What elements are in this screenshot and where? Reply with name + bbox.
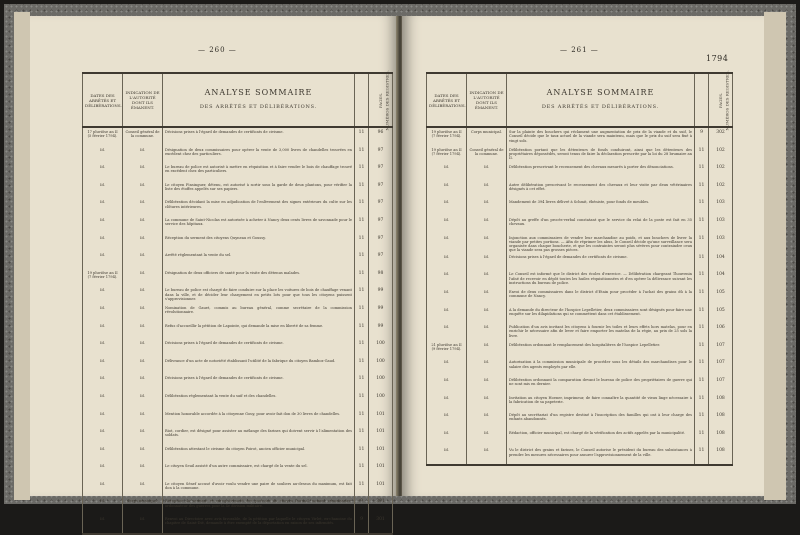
row-date: 17 pluviôse an II (5 février 1794). <box>83 127 123 146</box>
row-summary: Délibération prescrivant le recensement des chevaux mesurés à porter des dénonciations. <box>507 163 695 181</box>
analyse-title: ANALYSE SOMMAIRE <box>546 88 655 97</box>
row-authority: Id. <box>123 251 163 269</box>
row-date: Id. <box>427 253 467 271</box>
row-page-number: 107 <box>709 341 733 359</box>
row-authority: Corps municipal. <box>467 127 507 146</box>
row-date: Id. <box>427 411 467 429</box>
row-register-number: 11 <box>355 374 369 392</box>
table-row <box>427 376 733 394</box>
table-row <box>83 181 393 199</box>
row-summary: Le citoyen Finsinguer, détenu, est autorisé à sortir sous la garde de deux plantons, pour vérifier la liste des étoffes appelés sur ses papiers. <box>163 181 355 199</box>
row-summary: Sur la plainte des bouchers qui réclament une augmentation de prix de la viande et du suif, le Conseil décide que le taux actuel de la viande sera maintenu, mais que le prix du suif sera fixé à vingt sols. <box>507 127 695 146</box>
row-register-number: 11 <box>695 234 709 253</box>
row-register-number: 11 <box>695 429 709 447</box>
table-row <box>427 411 733 429</box>
row-date: Id. <box>83 322 123 340</box>
row-register-number: 11 <box>355 269 369 287</box>
row-page-number: 101 <box>369 410 393 428</box>
row-summary: Mention honorable accordée à la citoyenne Gouy, pour avoir fait don de 30 livres de chandelles. <box>163 410 355 428</box>
row-page-number: 96 <box>369 127 393 146</box>
row-page-number: 301 <box>369 515 393 534</box>
table-row <box>427 270 733 288</box>
column-header-numeros: NUMÉROS DES REGISTRES. <box>695 73 709 127</box>
row-summary: Décisions prises à l'égard de demandes de certificats de civisme. <box>163 339 355 357</box>
row-date: 19 pluviôse an II (7 février 1794). <box>427 127 467 146</box>
row-date: Id. <box>83 216 123 234</box>
row-register-number: 11 <box>355 480 369 498</box>
row-date: 19 pluviôse an II (7 février 1794). <box>427 146 467 164</box>
row-date: Id. <box>427 216 467 234</box>
table-row <box>427 198 733 216</box>
row-date: 21 pluviôse an II (9 février 1794). <box>427 341 467 359</box>
row-summary: Publication d'un avis invitant les citoyens à fournir les toiles et leurs effets hors matelas, pour en enrichir le nécessaire afin de lever et faire emporter les matelas de la régie, au prix de 25 sols la livre. <box>507 323 695 341</box>
row-summary: Décisions prises à l'égard de demandes de certificats de civisme. <box>507 253 695 271</box>
row-register-number: 11 <box>355 163 369 181</box>
row-authority: Id. <box>123 234 163 252</box>
table-row <box>83 322 393 340</box>
row-authority: Id. <box>123 410 163 428</box>
row-date: Id. <box>427 376 467 394</box>
year-label: 1794 <box>706 54 729 63</box>
row-authority: Id. <box>467 270 507 288</box>
row-date: Id. <box>83 198 123 216</box>
ledger-table <box>82 69 393 535</box>
row-summary: Délibération ordonnant la comparution devant le bureau de police des propriétaires de guerre qui ne sont mis en dernier. <box>507 376 695 394</box>
row-date: Id. <box>83 374 123 392</box>
table-row <box>427 288 733 306</box>
row-register-number: 11 <box>695 288 709 306</box>
table-row <box>83 339 393 357</box>
row-register-number: 11 <box>355 392 369 410</box>
row-page-number: 101 <box>369 427 393 445</box>
column-header-dates: DATES DES ARRÊTÉS ET DÉLIBÉRATIONS. <box>427 73 467 127</box>
column-header-authority: INDICATION DE L'AUTORITÉ DONT ILS ÉMANENT. <box>123 73 163 127</box>
row-page-number: 105 <box>709 288 733 306</box>
row-summary: Le Conseil est informé que le district des écoles d'exercice. — Délibération chargeant Thouvenin l'aîné de recevoir en dépôt toutes les huiles réquisitionnées et d'en opérer la délivrance suivant les instructions du bureau de police. <box>507 270 695 288</box>
analyse-subtitle: DES ARRÊTÉS ET DÉLIBÉRATIONS. <box>199 104 318 110</box>
row-authority: Id. <box>123 163 163 181</box>
row-page-number: 108 <box>709 446 733 465</box>
row-summary: Le citoyen Seuil assisté d'un autre commissaire, est chargé de la vente du sel. <box>163 462 355 480</box>
table-row <box>427 234 733 253</box>
table-header-row <box>83 73 393 127</box>
table-row <box>427 306 733 324</box>
row-summary: Autre délibération prescrivant le recensement des chevaux et leur visite par deux vétérinaires désignés à cet effet. <box>507 181 695 199</box>
row-summary: Délibération réglementant la vente du suif et des chandelles. <box>163 392 355 410</box>
row-authority: Id. <box>123 216 163 234</box>
table-row <box>83 392 393 410</box>
row-page-number: 97 <box>369 198 393 216</box>
row-authority: Id. <box>467 323 507 341</box>
row-page-number: 98 <box>369 269 393 287</box>
row-register-number: 11 <box>355 427 369 445</box>
row-authority: Id. <box>467 376 507 394</box>
row-authority: Id. <box>123 339 163 357</box>
row-date: Id. <box>83 515 123 534</box>
row-authority: Id. <box>467 341 507 359</box>
ledger-table <box>426 69 733 466</box>
row-summary: Refus d'accueillir la pétition de Lapointe, qui demande la mise en liberté de sa femme. <box>163 322 355 340</box>
row-summary: Injonction aux commissaires de vendre leur marchandise au poids, et aux bouchers de livrer la viande par petites portions. — Afin de réprimer les abus, le Conseil décide qu'une surveillance sera organisée dans chaque boucherie, et que les contraintes seront plus sévères pour contraindre ceux que la viande sera pas grosses pièces. <box>507 234 695 253</box>
row-summary: Le citoyen Sénef accusé d'avoir voulu vendre une paire de souliers au-dessus du maximum, est fait don à la commune. <box>163 480 355 498</box>
column-header-authority: INDICATION DE L'AUTORITÉ DONT ILS ÉMANENT. <box>467 73 507 127</box>
row-summary: Envoi de deux commissaires dans le district d'Etain pour procéder à l'achat des grains dû à la commune de Nancy. <box>507 288 695 306</box>
row-summary: Dépôt au greffe d'un procès-verbal constatant que le service du relai de la poste est fait en 35 chevaux. <box>507 216 695 234</box>
row-page-number: 97 <box>369 163 393 181</box>
row-register-number: 11 <box>355 445 369 463</box>
row-authority: Id. <box>467 234 507 253</box>
row-register-number: 11 <box>695 198 709 216</box>
row-page-number: 108 <box>709 429 733 447</box>
table-row <box>83 304 393 322</box>
row-register-number: 11 <box>355 216 369 234</box>
table-row <box>83 198 393 216</box>
table-row <box>83 462 393 480</box>
row-authority: Id. <box>467 411 507 429</box>
row-register-number: 11 <box>695 323 709 341</box>
row-page-number: 102 <box>709 163 733 181</box>
row-page-number: 105 <box>709 306 733 324</box>
row-date: Id. <box>427 446 467 465</box>
analyse-subtitle: DES ARRÊTÉS ET DÉLIBÉRATIONS. <box>541 104 660 110</box>
row-register-number: 11 <box>695 146 709 164</box>
row-register-number: 11 <box>355 234 369 252</box>
row-register-number: 11 <box>355 410 369 428</box>
row-date: Id. <box>83 445 123 463</box>
row-page-number: 102 <box>709 146 733 164</box>
row-register-number: 11 <box>355 357 369 375</box>
row-date: Id. <box>427 394 467 412</box>
row-summary: Mandement de 394 livres délivré à Schmit, ébéniste, pour fonds de meubles. <box>507 198 695 216</box>
row-date: 19 pluviôse an II (7 février 1794). <box>83 269 123 287</box>
row-register-number: 11 <box>355 322 369 340</box>
table-row <box>427 323 733 341</box>
row-authority: Corps municipal. <box>123 497 163 515</box>
row-register-number: 11 <box>355 198 369 216</box>
table-header-row <box>427 73 733 127</box>
row-summary: Décisions prises à l'égard de demandes de certificats de civisme. <box>163 127 355 146</box>
row-page-number: 108 <box>709 411 733 429</box>
table-row <box>83 427 393 445</box>
row-date: Id. <box>427 198 467 216</box>
row-date: Id. <box>427 323 467 341</box>
row-authority: Id. <box>467 358 507 376</box>
row-summary: Nomination de Gauet, commis au bureau général, comme secrétaire de la commission révolutionnaire. <box>163 304 355 322</box>
column-header-numeros: NUMÉROS DES REGISTRES. <box>355 73 369 127</box>
row-date: Id. <box>83 427 123 445</box>
row-register-number: 11 <box>695 446 709 465</box>
left-page <box>30 16 398 526</box>
row-page-number: 100 <box>369 374 393 392</box>
table-row <box>83 234 393 252</box>
row-summary: Désignation de deux officiers de santé pour la visite des détenus malades. <box>163 269 355 287</box>
row-summary: Décisions prises à l'égard de demandes de certificats de civisme. <box>163 374 355 392</box>
row-authority: Id. <box>467 429 507 447</box>
row-register-number: 9 <box>355 515 369 534</box>
row-page-number: 100 <box>369 392 393 410</box>
row-summary: A la demande du directeur de l'hospice Lepelletier, deux commissaires sont désignés pour faire une enquête sur les dilapidations qui se commettent dans cet établissement. <box>507 306 695 324</box>
row-summary: Riot, cordier, est désigné pour assister au mélange des farines qui doivent servir à l'alimentation des soldats. <box>163 427 355 445</box>
row-date: Id. <box>83 146 123 164</box>
row-page-number: 97 <box>369 146 393 164</box>
table-row <box>427 341 733 359</box>
row-page-number: 103 <box>709 198 733 216</box>
table-row <box>427 429 733 447</box>
row-page-number: 99 <box>369 304 393 322</box>
right-page <box>402 16 764 496</box>
row-page-number: 100 <box>369 357 393 375</box>
row-date: Id. <box>83 480 123 498</box>
row-date: Id. <box>83 181 123 199</box>
row-summary: La commune de Saint-Nicolas est autorisée à acheter à Nancy deux cents livres de savonnade pour le service des hôpitaux. <box>163 216 355 234</box>
page-number: — 260 — <box>198 46 237 54</box>
row-page-number: 97 <box>369 251 393 269</box>
row-authority: Id. <box>123 304 163 322</box>
table-row <box>83 251 393 269</box>
row-date: Id. <box>83 410 123 428</box>
row-authority: Id. <box>467 253 507 271</box>
row-date: Id. <box>83 462 123 480</box>
row-date: Id. <box>83 163 123 181</box>
row-page-number: 101 <box>369 480 393 498</box>
table-row <box>83 286 393 304</box>
column-header-analyse <box>163 73 355 127</box>
row-summary: Le bureau de police est chargé de faire conduire sur la place les voitures de bois de chauffage venant dans la ville, et de décider leur chargement en petits lots pour que tous les citoyens puissent s'approvisionner. <box>163 286 355 304</box>
row-authority: Id. <box>123 445 163 463</box>
row-authority: Id. <box>123 515 163 534</box>
table-row <box>83 480 393 498</box>
row-date: Id. <box>427 163 467 181</box>
row-authority: Id. <box>467 446 507 465</box>
table-row <box>83 216 393 234</box>
row-authority: Id. <box>123 462 163 480</box>
page-number: — 261 — <box>560 46 599 54</box>
row-page-number: 97 <box>369 234 393 252</box>
analyse-title: ANALYSE SOMMAIRE <box>204 88 313 97</box>
column-header-dates: DATES DES ARRÊTÉS ET DÉLIBÉRATIONS. <box>83 73 123 127</box>
row-page-number: 302 <box>709 127 733 146</box>
row-register-number: 11 <box>355 304 369 322</box>
row-summary: Délibération décidant la mise en adjudication de l'enlèvement des signes extérieurs du culte sur les clôtures intérieures. <box>163 198 355 216</box>
row-page-number: 99 <box>369 286 393 304</box>
row-page-number: 108 <box>709 394 733 412</box>
row-register-number: 11 <box>355 286 369 304</box>
column-header-pages: PAGES. <box>709 73 733 127</box>
row-page-number: 101 <box>369 445 393 463</box>
row-authority: Id. <box>123 374 163 392</box>
row-authority: Id. <box>123 198 163 216</box>
row-summary: Réception du serment et enregistrement des pouvoirs du citoyen Dormal, nommé commissaire-ordonnateur des guerres pour la 4e division militaire. <box>163 497 355 515</box>
row-date: Id. <box>427 306 467 324</box>
row-page-number: 107 <box>709 376 733 394</box>
row-register-number: 11 <box>695 270 709 288</box>
row-date: Id. <box>83 497 123 515</box>
row-authority: Id. <box>467 181 507 199</box>
table-row <box>83 269 393 287</box>
row-register-number: 11 <box>695 394 709 412</box>
row-date: Id. <box>427 358 467 376</box>
row-page-number: 101 <box>369 462 393 480</box>
row-summary: Désignation de deux commissaires pour opérer la vente de 3,000 livres de chandelles trouvées en excédent chez des particuliers. <box>163 146 355 164</box>
row-summary: Délivrance d'un acte de notoriété établissant l'utilité de la fabrique du citoyen Bamboz-Gaud. <box>163 357 355 375</box>
row-register-number: 9 <box>355 497 369 515</box>
row-page-number: 103 <box>709 216 733 234</box>
row-page-number: 99 <box>369 322 393 340</box>
row-register-number: 11 <box>355 462 369 480</box>
row-date: Id. <box>427 234 467 253</box>
row-register-number: 11 <box>695 216 709 234</box>
table-row <box>427 163 733 181</box>
row-page-number: 104 <box>709 270 733 288</box>
row-authority: Id. <box>467 394 507 412</box>
row-summary: Dépôt au secrétariat d'un registre destiné à l'inscription des familles qui ont à leur charge des enfants abandonnés. <box>507 411 695 429</box>
row-date: Id. <box>83 339 123 357</box>
column-header-pages: PAGES. <box>369 73 393 127</box>
table-row <box>427 394 733 412</box>
table-row <box>83 357 393 375</box>
row-authority: Id. <box>467 198 507 216</box>
row-page-number: 97 <box>369 216 393 234</box>
table-row <box>427 253 733 271</box>
row-page-number: 103 <box>709 234 733 253</box>
row-date: Id. <box>83 251 123 269</box>
row-date: Id. <box>427 181 467 199</box>
row-page-number: 100 <box>369 339 393 357</box>
row-date: Id. <box>427 429 467 447</box>
table-row <box>83 146 393 164</box>
row-authority: Id. <box>123 392 163 410</box>
row-register-number: 11 <box>355 339 369 357</box>
row-summary: Renvoi au Directoire avec avis favorable, de la pétition par laquelle le citoyen Virlet, ex-chanoine du chapitre de Saint-Dié, demande à être exempté de la déportation en raison de ses infirmités. <box>163 515 355 534</box>
page-edges-left <box>14 12 30 500</box>
row-page-number: 107 <box>709 358 733 376</box>
row-summary: Délibération attestant le civisme du citoyen Poirot, ancien officier municipal. <box>163 445 355 463</box>
row-page-number: 97 <box>369 181 393 199</box>
table-row <box>427 216 733 234</box>
row-authority: Id. <box>123 269 163 287</box>
row-summary: Délibération portant que les détenteurs de fonds conduiront, ainsi que les détenteurs des propriétaires dépossédés, seront tenus de faire la déclaration prescrite par la loi du 28 brumaire an II. <box>507 146 695 164</box>
row-date: Id. <box>83 357 123 375</box>
table-row <box>427 146 733 164</box>
row-summary: Vu le district des grains et farines, le Conseil autorise le président du bureau des subsistances à prendre les mesures nécessaires pour assurer l'approvisionnement de la ville. <box>507 446 695 465</box>
table-row <box>83 127 393 146</box>
row-page-number: 102 <box>709 181 733 199</box>
row-register-number: 11 <box>695 306 709 324</box>
row-register-number: 11 <box>695 163 709 181</box>
table-row <box>83 410 393 428</box>
row-register-number: 11 <box>355 127 369 146</box>
row-authority: Id. <box>123 427 163 445</box>
table-row <box>83 163 393 181</box>
table-row <box>83 374 393 392</box>
row-register-number: 11 <box>355 251 369 269</box>
row-date: Id. <box>83 234 123 252</box>
row-authority: Id. <box>123 181 163 199</box>
row-authority: Id. <box>123 480 163 498</box>
row-date: Id. <box>83 392 123 410</box>
row-summary: Réception du serment des citoyens Quyneau et Goussy. <box>163 234 355 252</box>
row-register-number: 11 <box>695 253 709 271</box>
row-date: Id. <box>427 270 467 288</box>
table-row <box>427 446 733 465</box>
table-row <box>427 127 733 146</box>
row-date: Id. <box>83 304 123 322</box>
row-register-number: 11 <box>695 341 709 359</box>
row-summary: Arrêté réglementant la vente du sel. <box>163 251 355 269</box>
table-row <box>83 497 393 515</box>
row-summary: Délibération ordonnant le remplacement des hospitalières de l'hospice Lepelletier. <box>507 341 695 359</box>
row-authority: Id. <box>123 286 163 304</box>
table-row <box>83 445 393 463</box>
row-authority: Id. <box>467 288 507 306</box>
row-register-number: 11 <box>355 181 369 199</box>
row-summary: Rédaction, officier municipal, est chargé de la vérification des actifs appelés par la municipalité. <box>507 429 695 447</box>
row-authority: Conseil général de la commune. <box>467 146 507 164</box>
row-authority: Id. <box>467 306 507 324</box>
row-register-number: 11 <box>355 146 369 164</box>
row-register-number: 11 <box>695 358 709 376</box>
row-register-number: 11 <box>695 181 709 199</box>
row-date: Id. <box>427 288 467 306</box>
row-page-number: 106 <box>709 323 733 341</box>
table-row <box>427 358 733 376</box>
row-page-number: 104 <box>709 253 733 271</box>
row-authority: Id. <box>467 163 507 181</box>
table-row <box>83 515 393 534</box>
row-summary: Le bureau de police est autorisé à mettre en réquisition et à faire vendre le bois de chauffage trouvé en excédent chez des particuliers. <box>163 163 355 181</box>
page-edges-right <box>764 12 786 500</box>
table-row <box>427 181 733 199</box>
row-register-number: 11 <box>695 376 709 394</box>
row-summary: Invitation au citoyen Hoener, imprimeur, de faire connaître la quantité de vieux linge nécessaire à la fabrication de sa papeterie. <box>507 394 695 412</box>
row-page-number: 301 <box>369 497 393 515</box>
column-header-analyse <box>507 73 695 127</box>
row-summary: Autorisation à la commission municipale de procéder sous les détails des marchandises pour le salaire des agents employés par elle. <box>507 358 695 376</box>
row-authority: Id. <box>123 322 163 340</box>
row-authority: Conseil général de la commune. <box>123 127 163 146</box>
row-register-number: 9 <box>695 127 709 146</box>
row-authority: Id. <box>123 357 163 375</box>
row-register-number: 11 <box>695 411 709 429</box>
row-authority: Id. <box>123 146 163 164</box>
row-authority: Id. <box>467 216 507 234</box>
row-date: Id. <box>83 286 123 304</box>
